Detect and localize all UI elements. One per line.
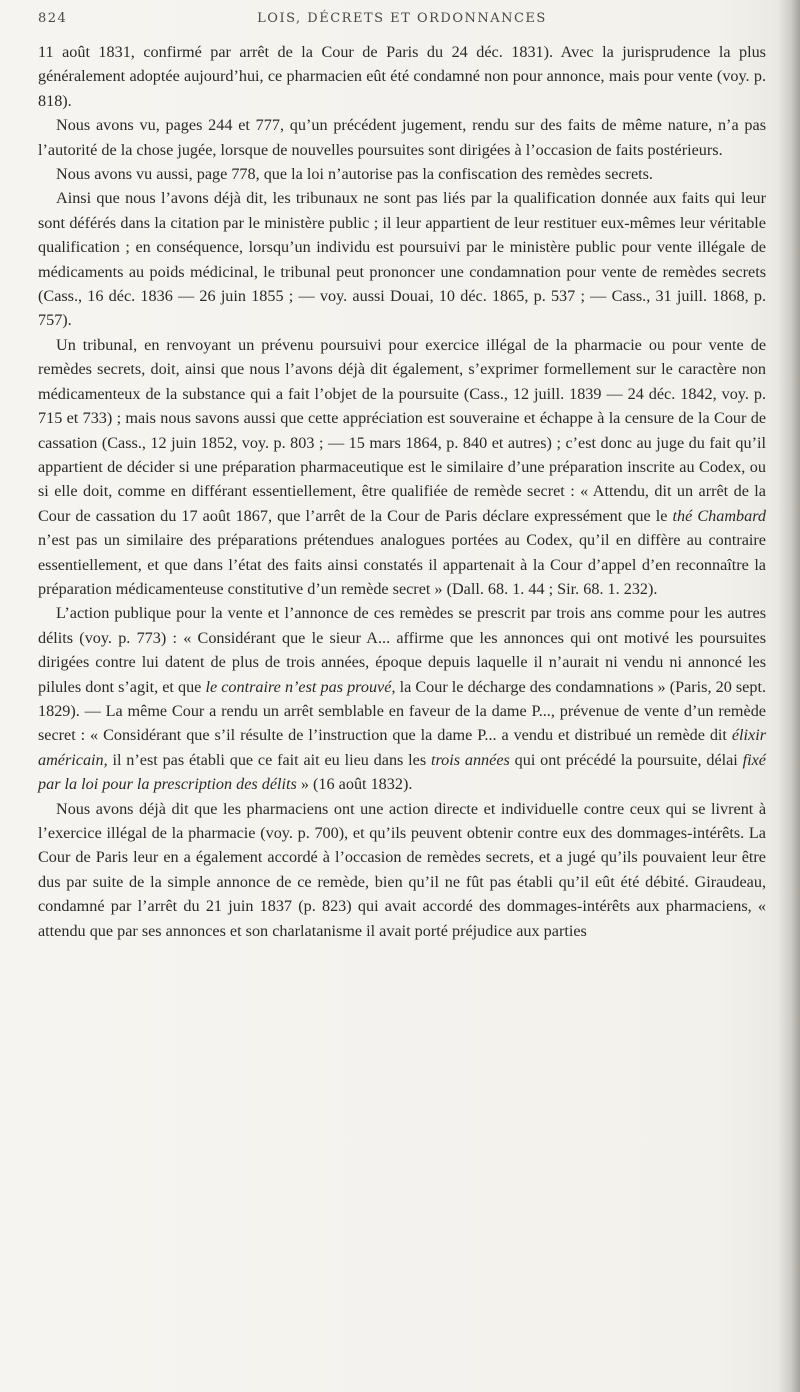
paragraph	[38, 797, 766, 943]
paragraph	[38, 162, 766, 186]
text-run: Nous avons vu aussi, page 778, que la loi n’autorise pas la confiscation des remèdes secrets.	[56, 165, 653, 184]
text-run: » (16 août 1832).	[296, 775, 413, 794]
page-number: 824	[38, 11, 68, 26]
paragraph	[38, 186, 766, 332]
text-run: qui ont précédé la poursuite, délai	[509, 750, 743, 769]
running-title: LOIS, DÉCRETS ET ORDONNANCES	[257, 11, 547, 26]
italic-text: le contraire n’est pas prouvé	[205, 677, 392, 696]
text-run: 11 août 1831, confirmé par arrêt de la Cour de Paris du 24 déc. 1831). Avec la jurisprudence la plus généralement adoptée aujourd’hui, ce pharmacien eût été condamné non pour annonce, mais pour vente (voy. p. 818).	[38, 43, 766, 110]
text-run: Ainsi que nous l’avons déjà dit, les tribunaux ne sont pas liés par la qualification donnée aux faits qui leur sont déférés dans la citation par le ministère public ; il leur appartient de leur restituer eux-mêmes leur véritable qualification ; en conséquence, lorsqu’un individu est poursuivi par le ministère public pour vente illégale de médicaments au poids médicinal, le tribunal peut prononcer une condamnation pour vente de remèdes secrets (Cass., 16 déc. 1836 — 26 juin 1855 ; — voy. aussi Douai, 10 déc. 1865, p. 537 ; — Cass., 31 juill. 1868, p. 757).	[38, 189, 766, 330]
italic-text: fixé par la loi pour la prescription des délits	[38, 750, 766, 794]
italic-text: thé Chambard	[672, 506, 766, 525]
text-run: Nous avons déjà dit que les pharmaciens ont une action directe et individuelle contre ceux qui se livrent à l’exercice illégal de la pharmacie (voy. p. 700), et qu’ils peuvent obtenir contre eux des dommages-intérêts. La Cour de Paris leur en a également accordé à l’occasion de remèdes secrets, et a jugé qu’ils pouvaient leur être dus par suite de la simple annonce de ce remède, bien qu’il ne fût pas établi qu’il eût été débité. Giraudeau, condamné par l’arrêt du 21 juin 1837 (p. 823) qui avait accordé des dommages-intérêts aux pharmaciens, « attendu que par ses annonces et son charlatanisme il avait porté préjudice aux parties	[38, 799, 766, 940]
paragraph	[38, 333, 766, 601]
text-run: , il n’est pas établi que ce fait ait eu lieu dans les	[103, 750, 431, 769]
italic-text: trois années	[430, 750, 510, 769]
italic-text: élixir américain	[38, 726, 766, 769]
page-header	[38, 8, 766, 30]
body-text	[38, 40, 766, 943]
text-run: Nous avons vu, pages 244 et 777, qu’un précédent jugement, rendu sur des faits de même nature, n’a pas l’autorité de la chose jugée, lorsque de nouvelles poursuites sont dirigées à l’occasion de faits postérieurs.	[38, 116, 766, 159]
paragraph	[38, 113, 766, 162]
text-run: n’est pas un similaire des préparations prétendues analogues portées au Codex, qu’il en diffère au contraire essentiellement, et que dans l’état des faits ainsi constatés il appartenait à la Cour d’appel d’en reconnaître la préparation médicamenteuse constitutive d’un remède secret » (Dall. 68. 1. 44 ; Sir. 68. 1. 232).	[38, 531, 766, 598]
paragraph	[38, 40, 766, 113]
text-run: L’action publique pour la vente et l’annonce de ces remèdes se prescrit par trois ans comme pour les autres délits (voy. p. 773) : « Considérant que le sieur A... affirme que les annonces qui ont motivé les poursuites dirigées contre lui datent de plus de trois années, époque depuis laquelle il n’aurait ni vendu ni annoncé les pilules dont s’agit, et que	[38, 604, 766, 696]
text-run: , la Cour le décharge des condamnations » (Paris, 20 sept. 1829). — La même Cour a rendu un arrêt semblable en faveur de la dame P..., prévenue de vente d’un remède secret : « Considérant que s’il résulte de l’instruction que la dame P... a vendu et distribué un remède dit	[38, 677, 767, 745]
page-edge-shadow	[778, 0, 800, 1392]
text-run: Un tribunal, en renvoyant un prévenu poursuivi pour exercice illégal de la pharmacie ou pour vente de remèdes secrets, doit, ainsi que nous l’avons déjà dit également, s’exprimer formellement sur le caractère non médicamenteux de la substance qui a fait l’objet de la poursuite (Cass., 12 juill. 1839 — 24 déc. 1842, voy. p. 715 et 733) ; mais nous savons aussi que cette appréciation est souveraine et échappe à la censure de la Cour de cassation (Cass., 12 juin 1852, voy. p. 803 ; — 15 mars 1864, p. 840 et autres) ; c’est donc au juge du fait qu’il appartient de décider si une préparation pharmaceutique est le similaire d’une préparation inscrite au Codex, ou si elle doit, comme en différant essentiellement, être qualifiée de remède secret : « Attendu, dit un arrêt de la Cour de cassation du 17 août 1867, que l’arrêt de la Cour de Paris déclare expressément que le	[38, 335, 766, 525]
paragraph	[38, 601, 766, 796]
